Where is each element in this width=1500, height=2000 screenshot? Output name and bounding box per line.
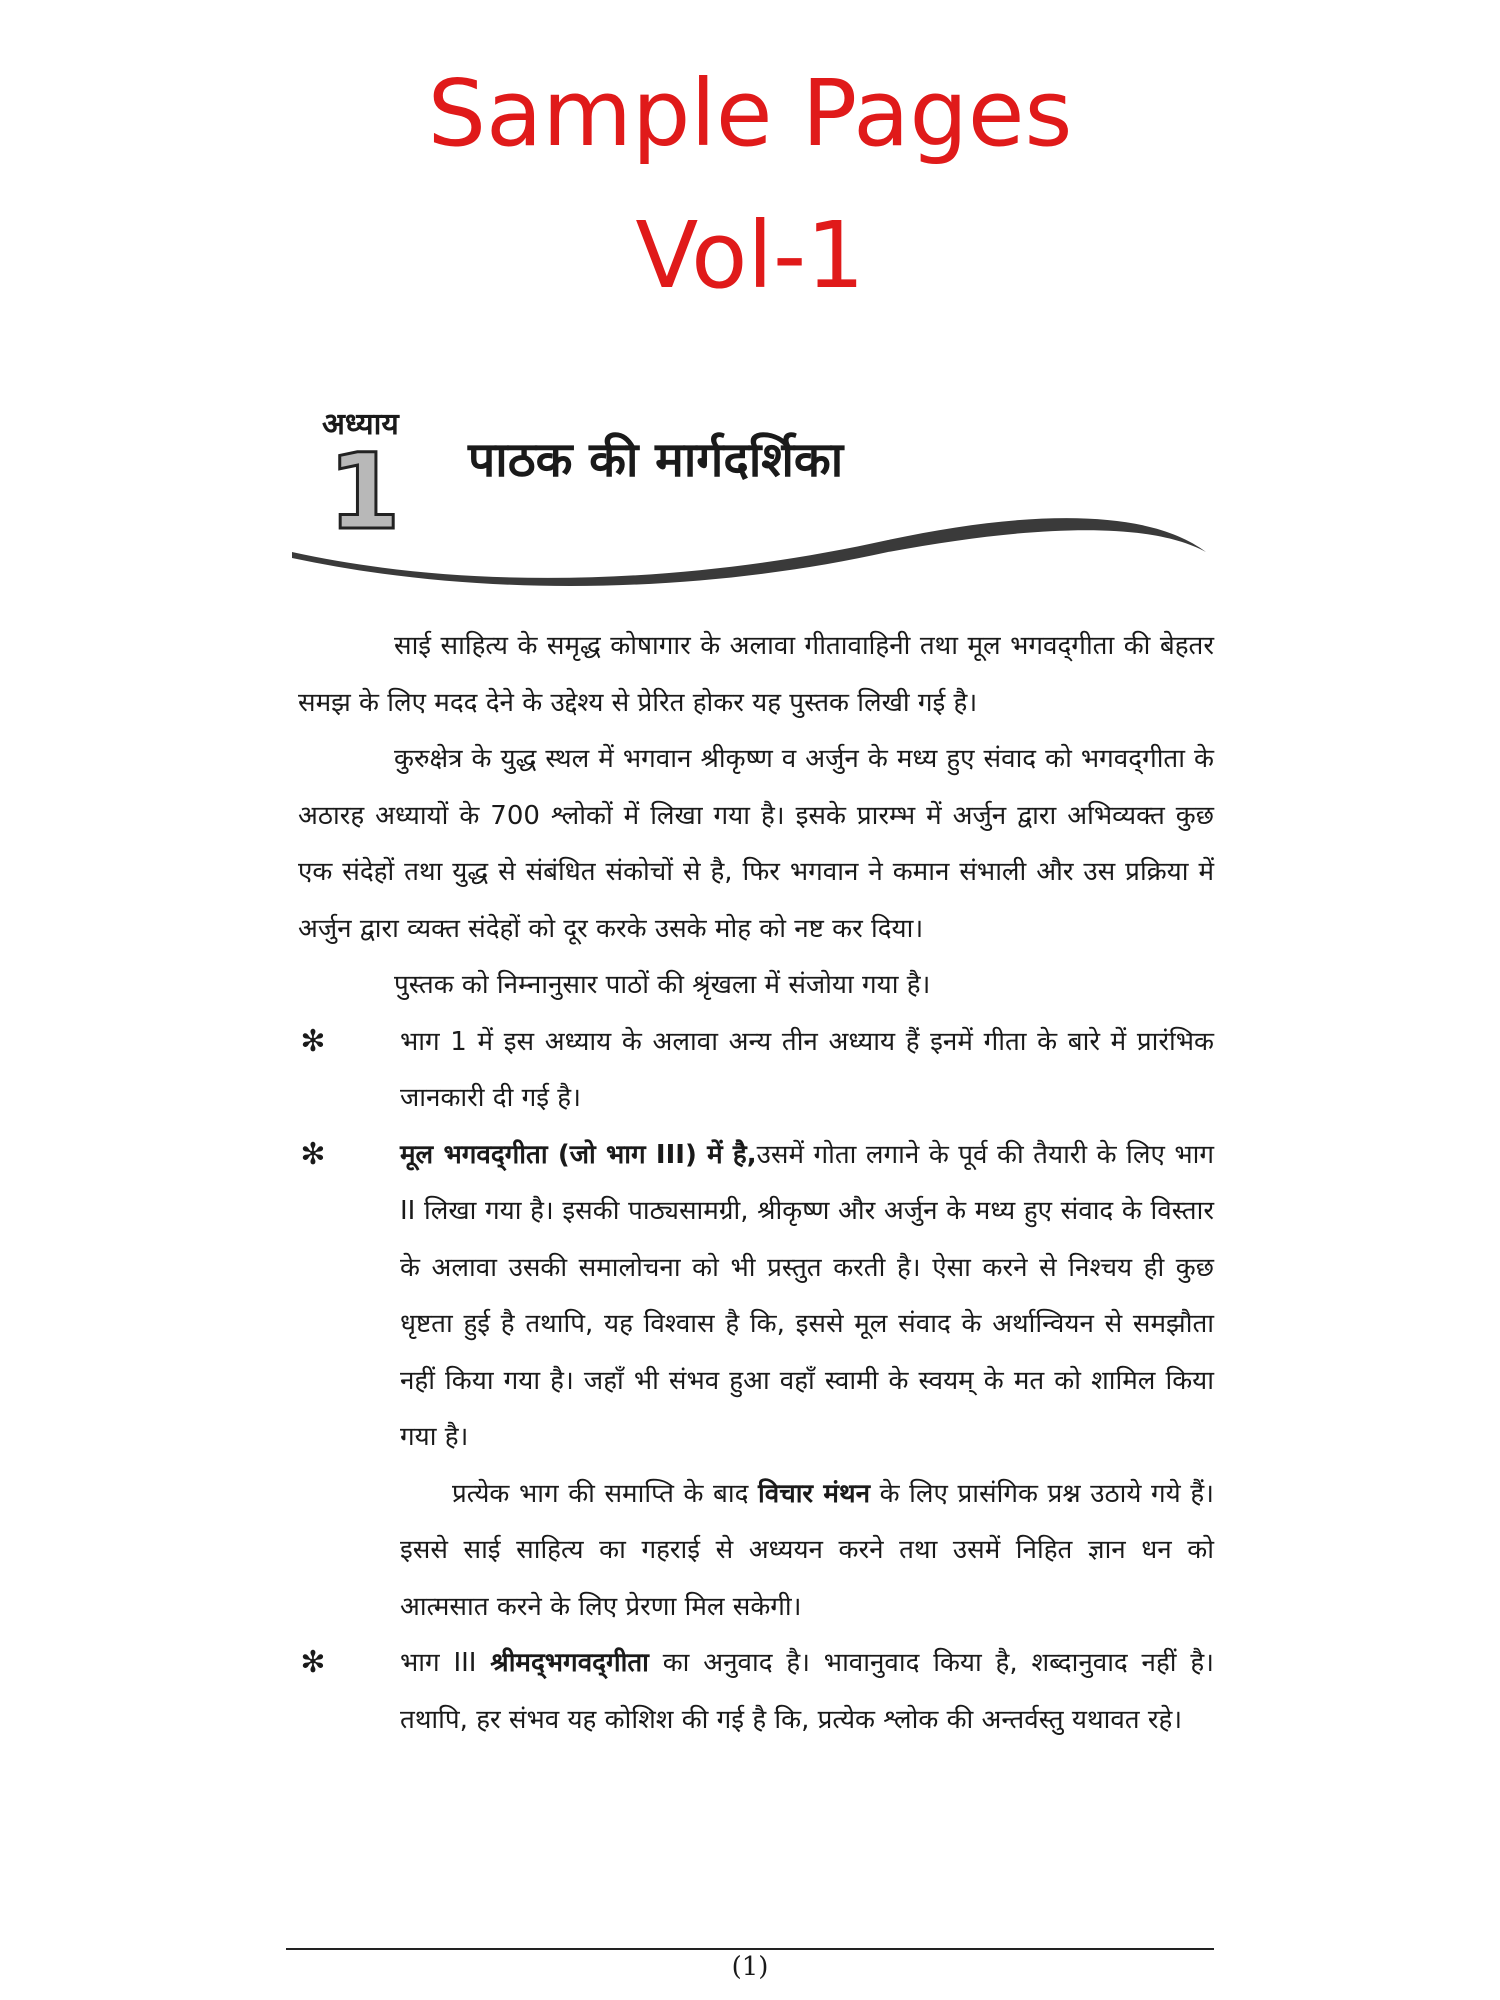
asterisk-bullet-icon: ✻ <box>300 1023 326 1059</box>
sample-pages-heading: Sample Pages <box>427 60 1073 167</box>
list-item <box>298 1127 1214 1636</box>
chapter-label: अध्याय <box>322 407 399 442</box>
chapter-title: पाठक की मार्गदर्शिका <box>468 432 844 488</box>
paragraph-structure: पुस्तक को निम्नानुसार पाठों की श्रृंखला में संजोया गया है। <box>394 970 931 1000</box>
decorative-swoosh <box>288 500 1228 600</box>
bullet-part-two: मूल भगवद्‌गीता (जो भाग III) में है,उसमें गोता लगाने के पूर्व की तैयारी के लिए भाग II लिखा गया है। इसकी पाठ्यसामग्री, श्रीकृष्ण और अर्जुन के मध्य हुए संवाद के विस्तार के अलावा उसकी समालोचना को भी प्रस्तुत करती है। ऐसा करने से निश्चय ही कुछ धृष्टता हुई है तथापि, यह विश्वास है कि, इससे मूल संवाद के अर्थान्वियन से समझौता नहीं किया गया है। जहाँ भी संभव हुआ वहाँ स्वामी के स्वयम् के मत को शामिल किया गया है। <box>400 1139 1214 1452</box>
asterisk-bullet-icon: ✻ <box>300 1136 326 1172</box>
bold-phrase: श्रीमद्‌भगवद्‌गीता <box>490 1648 649 1678</box>
bullet-part-one: भाग 1 में इस अध्याय के अलावा अन्य तीन अध्याय हैं इनमें गीता के बारे में प्रारंभिक जानकारी दी गई है। <box>400 1026 1214 1113</box>
volume-heading: Vol-1 <box>635 202 865 309</box>
bold-phrase: विचार मंथन <box>758 1478 871 1509</box>
list-item <box>298 1635 1214 1748</box>
chapter-number: 1 <box>328 431 401 553</box>
list-item <box>298 1014 1214 1127</box>
bullet-part-three: भाग III श्रीमद्‌भगवद्‌गीता का अनुवाद है। भावानुवाद किया है, शब्दानुवाद नहीं है। तथापि, हर संभव यह कोशिश की गई है कि, प्रत्येक श्लोक की अन्तर्वस्तु यथावत रहे। <box>400 1648 1214 1735</box>
page-body <box>298 618 1214 1748</box>
bold-phrase: मूल भगवद्‌गीता (जो भाग III) में है, <box>400 1139 757 1170</box>
paragraph-kurukshetra: कुरुक्षेत्र के युद्ध स्थल में भगवान श्रीकृष्ण व अर्जुन के मध्य हुए संवाद को भगवद्‌गीता के अठारह अध्यायों के 700 श्लोकों में लिखा गया है। इसके प्रारम्भ में अर्जुन द्वारा अभिव्यक्त कुछ एक संदेहों तथा युद्ध से संबंधित संकोचों से है, फिर भगवान ने कमान संभाली और उस प्रक्रिया में अर्जुन द्वारा व्यक्त संदेहों को दूर करके उसके मोह को नष्ट कर दिया। <box>298 744 1214 944</box>
paragraph-intro: साई साहित्य के समृद्ध कोषागार के अलावा गीतावाहिनी तथा मूल भगवद्‌गीता की बेहतर समझ के लिए मदद देने के उद्देश्य से प्रेरित होकर यह पुस्तक लिखी गई है। <box>298 631 1214 718</box>
asterisk-bullet-icon: ✻ <box>300 1645 326 1680</box>
footer-divider <box>286 1948 1214 1950</box>
bullet-part-two-continued: प्रत्येक भाग की समाप्ति के बाद विचार मंथन के लिए प्रासंगिक प्रश्न उठाये गये हैं। इससे साई साहित्य का गहराई से अध्ययन करने तथा उसमें निहित ज्ञान धन को आत्मसात करने के लिए प्रेरणा मिल सकेगी। <box>400 1478 1214 1622</box>
page-number: (1) <box>731 1952 769 1982</box>
